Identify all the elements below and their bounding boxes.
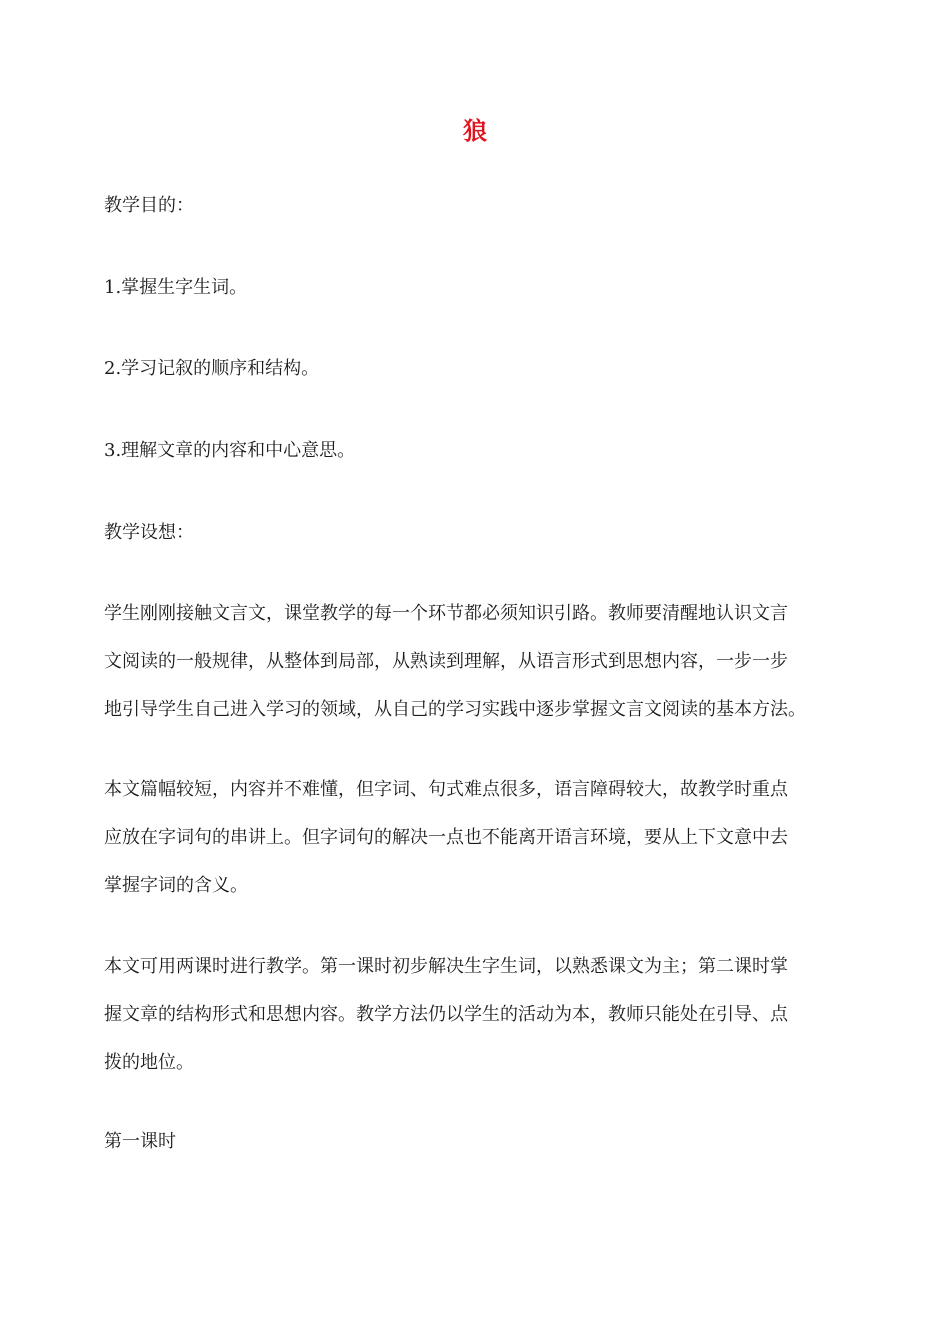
paragraph-line: 拨的地位。	[104, 1052, 194, 1073]
paragraph-line: 握文章的结构形式和思想内容。教学方法仍以学生的活动为本，教师只能处在引导、点	[104, 1004, 788, 1025]
paragraph-line: 地引导学生自己进入学习的领域，从自己的学习实践中逐步掌握文言文阅读的基本方法。	[104, 699, 806, 720]
paragraph-line: 文阅读的一般规律，从整体到局部，从熟读到理解，从语言形式到思想内容，一步一步	[104, 651, 788, 672]
objective-item-2: 2.学习记叙的顺序和结构。	[104, 358, 320, 379]
design-heading: 教学设想：	[104, 522, 194, 543]
document-title: 狼	[463, 117, 487, 145]
paragraph-line: 掌握字词的含义。	[104, 875, 248, 896]
paragraph-2	[104, 777, 844, 921]
paragraph-line: 本文可用两课时进行教学。第一课时初步解决生字生词，以熟悉课文为主；第二课时掌	[104, 956, 788, 977]
lesson-heading: 第一课时	[104, 1131, 176, 1152]
objective-item-3: 3.理解文章的内容和中心意思。	[104, 440, 356, 461]
paragraph-line: 本文篇幅较短，内容并不难懂，但字词、句式难点很多，语言障碍较大，故教学时重点	[104, 779, 788, 800]
paragraph-3	[104, 954, 844, 1098]
paragraph-line: 应放在字词句的串讲上。但字词句的解决一点也不能离开语言环境，要从上下文意中去	[104, 827, 788, 848]
objective-item-1: 1.掌握生字生词。	[104, 277, 248, 298]
objectives-heading: 教学目的：	[104, 195, 194, 216]
paragraph-line: 学生刚刚接触文言文，课堂教学的每一个环节都必须知识引路。教师要清醒地认识文言	[104, 603, 788, 624]
paragraph-1	[104, 601, 844, 745]
